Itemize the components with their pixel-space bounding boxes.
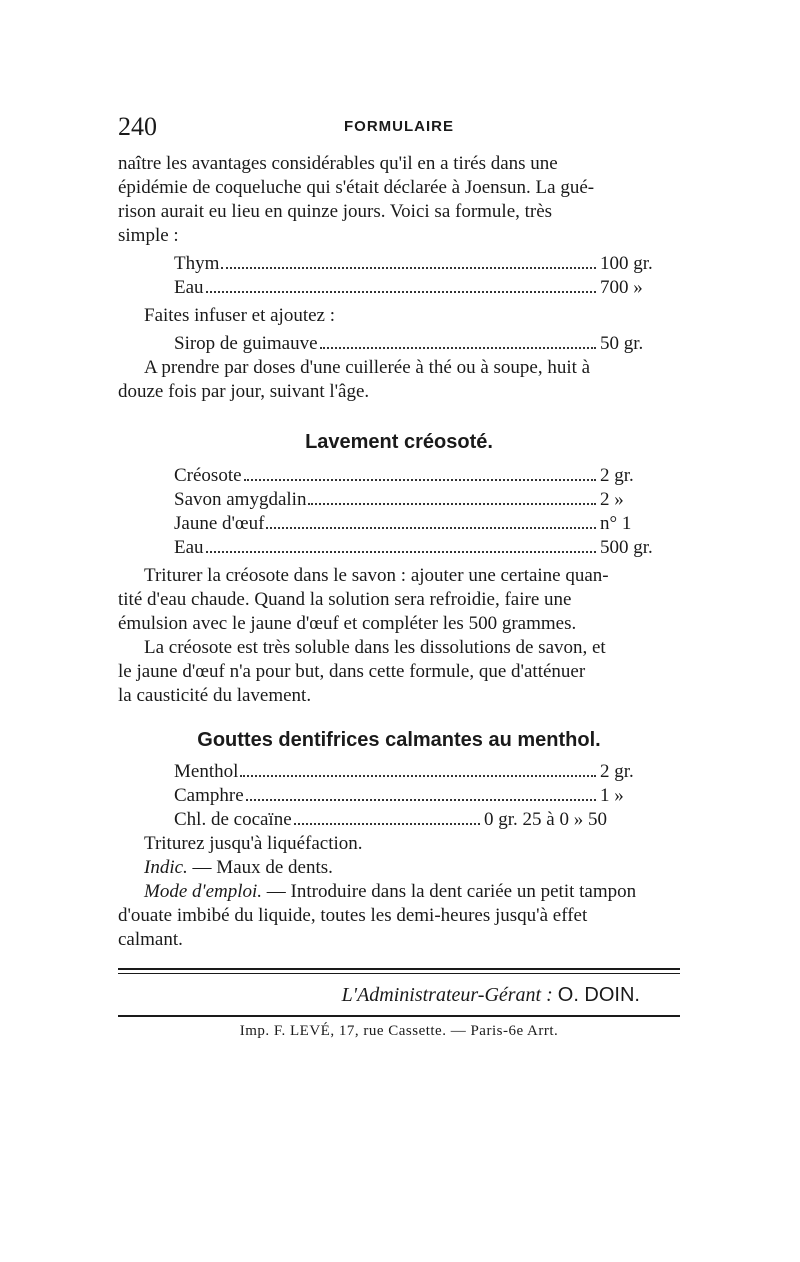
intro-line: rison aurait eu lieu en quinze jours. Voici sa formule, très (118, 201, 553, 222)
gerant-label: L'Administrateur-Gérant : (341, 984, 553, 1006)
footer-rule (118, 973, 680, 974)
ingredient-row (174, 464, 680, 488)
intro-line: simple : (118, 225, 179, 246)
ingredient-row (174, 784, 680, 808)
ingredient-qty: 2 gr. (600, 465, 634, 486)
ingredient-row (174, 488, 680, 512)
leader-dots (308, 503, 596, 505)
ingredient-row (174, 512, 680, 536)
ingredient-name: Sirop de guimauve (174, 333, 318, 354)
formula1-dosage (118, 356, 680, 404)
formula1-addition (118, 332, 680, 356)
text-line: d'ouate imbibé du liquide, toutes les demi-heures jusqu'à effet (118, 905, 588, 926)
ingredient-qty: 500 gr. (600, 537, 653, 558)
page-content (118, 152, 680, 952)
ingredient-qty: n° 1 (600, 513, 632, 534)
lavement-paragraph-2 (118, 636, 680, 708)
ingredient-qty: 100 gr. (600, 253, 653, 274)
footer-rule (118, 968, 680, 970)
page-header (118, 112, 680, 142)
ingredient-name: Eau (174, 277, 204, 298)
leader-dots (206, 551, 596, 553)
lavement-ingredients (118, 464, 680, 560)
leader-dots (206, 291, 596, 293)
intro-paragraph (118, 152, 680, 248)
ingredient-qty: 50 gr. (600, 333, 644, 354)
intro-line: épidémie de coqueluche qui s'était déclarée à Joensun. La gué- (118, 177, 595, 198)
ingredient-qty: 1 » (600, 785, 624, 806)
ingredient-qty: 2 » (600, 489, 624, 510)
ingredient-name: Thym (174, 253, 220, 274)
ingredient-qty: 0 gr. 25 à 0 » 50 (484, 809, 607, 830)
leader-dots (320, 347, 596, 349)
ingredient-qty: 700 » (600, 277, 643, 298)
leader-dots (246, 799, 596, 801)
gerant-name: O. DOIN. (557, 984, 640, 1006)
mode-label: Mode d'emploi. (144, 881, 263, 902)
ingredient-row (174, 276, 680, 300)
text-line: Triturer la créosote dans le savon : ajouter une certaine quan- (144, 565, 609, 586)
leader-dots (244, 479, 596, 481)
lavement-title: Lavement créosoté. (305, 431, 493, 453)
ingredient-name: Camphre (174, 785, 244, 806)
text-line: tité d'eau chaude. Quand la solution sera refroidie, faire une (118, 589, 572, 610)
indication-line (118, 856, 680, 880)
mode-text: — Introduire dans la dent cariée un petit tampon (266, 881, 637, 902)
ingredient-qty: 2 gr. (600, 761, 634, 782)
ingredient-name: Créosote (174, 465, 242, 486)
text-line: La créosote est très soluble dans les dissolutions de savon, et (144, 637, 606, 658)
indic-text: — Maux de dents. (192, 857, 333, 878)
ingredient-name: Menthol (174, 761, 239, 782)
ingredient-row (174, 760, 680, 784)
leader-dots (221, 267, 596, 269)
text-line: le jaune d'œuf n'a pour but, dans cette formule, que d'atténuer (118, 661, 586, 682)
dosage-line: A prendre par doses d'une cuillerée à thé ou à soupe, huit à (144, 357, 591, 378)
ingredient-row (174, 808, 680, 832)
text-line: la causticité du lavement. (118, 685, 312, 706)
formula1-ingredients (118, 252, 680, 300)
footer-rule (118, 1015, 680, 1017)
ingredient-name: Jaune d'œuf (174, 513, 265, 534)
ingredient-row (174, 252, 680, 276)
page-footer (118, 968, 680, 1040)
leader-dots (266, 527, 596, 529)
dosage-line: douze fois par jour, suivant l'âge. (118, 381, 370, 402)
imprint-line: Imp. F. LEVÉ, 17, rue Cassette. — Paris-6e Arrt. (239, 1023, 559, 1039)
intro-line: naître les avantages considérables qu'il en a tirés dans une (118, 153, 558, 174)
leader-dots (240, 775, 596, 777)
ingredient-row (174, 332, 680, 356)
triturez-line: Triturez jusqu'à liquéfaction. (144, 833, 363, 854)
page-number: 240 (118, 112, 157, 141)
text-line (118, 880, 680, 904)
ingredient-name: Eau (174, 537, 204, 558)
ingredient-name: Savon amygdalin (174, 489, 307, 510)
gouttes-title: Gouttes dentifrices calmantes au menthol. (197, 729, 601, 751)
ingredient-name: Chl. de cocaïne (174, 809, 292, 830)
ingredient-row (174, 536, 680, 560)
indic-label: Indic. (144, 857, 188, 878)
formula1-instruction: Faites infuser et ajoutez : (144, 305, 335, 326)
text-line: calmant. (118, 929, 183, 950)
lavement-paragraph-1 (118, 564, 680, 636)
gouttes-ingredients (118, 760, 680, 832)
leader-dots (294, 823, 480, 825)
mode-emploi-paragraph (118, 880, 680, 952)
gerant-line (118, 984, 640, 1007)
running-head: FORMULAIRE (344, 118, 454, 135)
text-line: émulsion avec le jaune d'œuf et compléter les 500 grammes. (118, 613, 577, 634)
